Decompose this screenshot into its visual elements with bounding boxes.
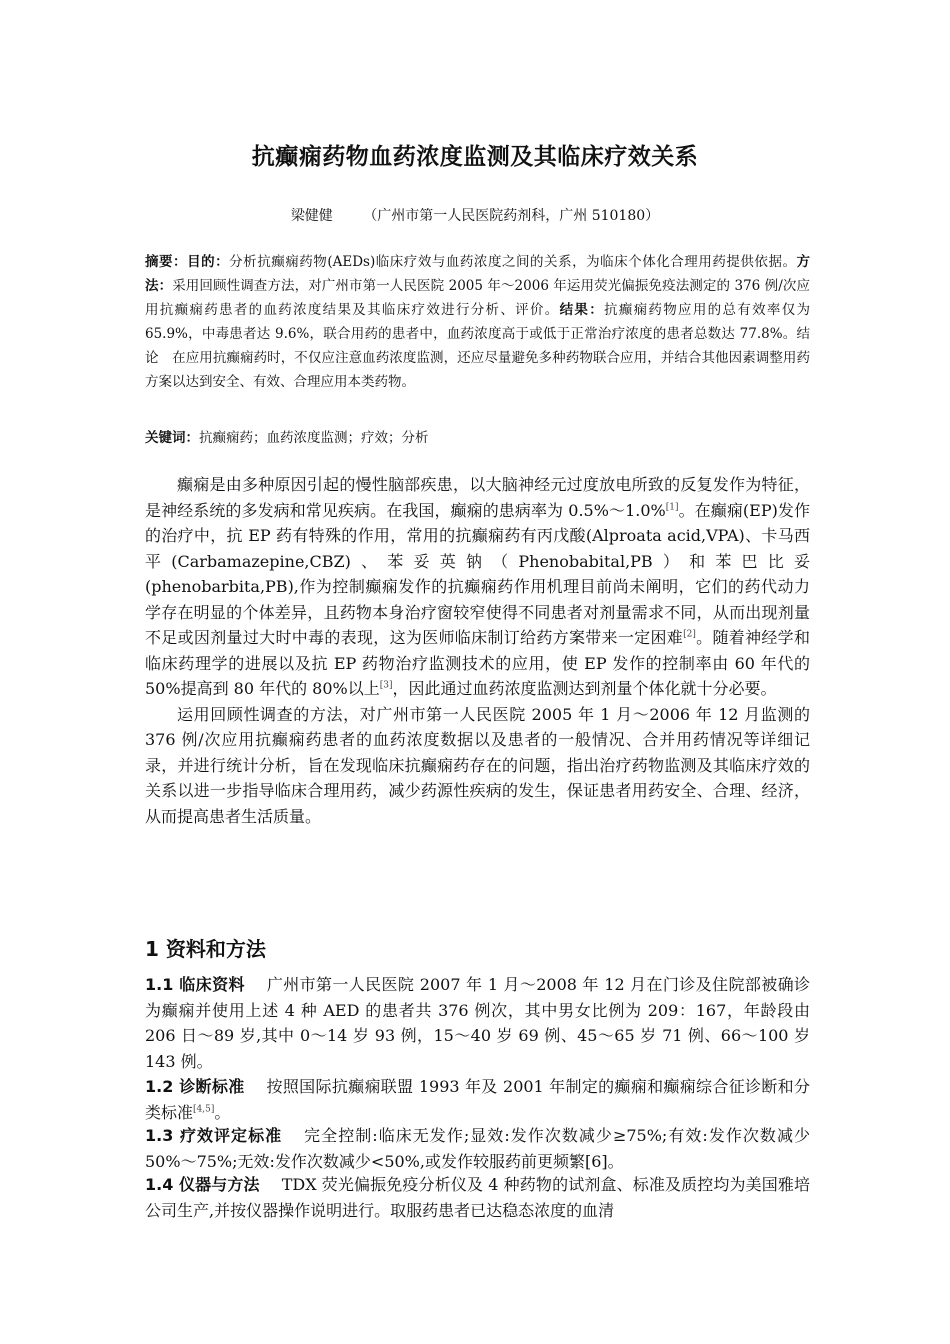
intro-paragraph-2: 运用回顾性调查的方法，对广州市第一人民医院 2005 年 1 月～2006 年 12 月监测的 376 例/次应用抗癫痫药患者的血药浓度数据以及患者的一般情况、合并用药情况等详细记录，并进行统计分析，旨在发现临床抗癫痫药存在的问题，指出治疗药物监测及其临床疗效的关系以进一步指导临床合理用药，减少药源性疾病的发生，保证患者用药安全、合理、经济，从而提高患者生活质量。 (145, 704, 810, 826)
introduction (145, 472, 810, 829)
subsection-1-1-text: 广州市第一人民医院 2007 年 1 月～2008 年 12 月在门诊及住院部被确诊为癫痫并使用上述 4 种 AED 的患者共 376 例次，其中男女比例为 209：167，年龄段由 206 日～89 岁,其中 0～14 岁 93 例，15～40 岁 69 例、45～65 岁 71 例、66～100 岁 143 例。 (145, 975, 810, 1071)
paper-title: 抗癫痫药物血药浓度监测及其临床疗效关系 (251, 144, 699, 170)
subsection-1-2 (145, 1074, 810, 1125)
section-heading-1: 1 资料和方法 (145, 937, 266, 961)
subsection-1-4-label: 1.4 仪器与方法 (145, 1175, 260, 1194)
citation-1: [1] (665, 502, 679, 513)
subsection-1-3-label: 1.3 疗效评定标准 (145, 1126, 283, 1145)
subsection-1-2-end: 。 (214, 1102, 231, 1122)
method-label: 方法： (145, 254, 811, 294)
abstract-label: 摘要： (145, 254, 188, 270)
objective-label: 目的： (187, 254, 230, 270)
intro-p1-part-a: 癫痫是由多种原因引起的慢性脑部疾患，以大脑神经元过度放电所致的反复发作为特征，是神经系统的多发病和常见疾病。在我国，癫痫的患病率为 0.5%～1.0% (145, 475, 810, 520)
citation-4-5: [4,5] (193, 1104, 215, 1115)
author-line (0, 205, 950, 225)
subsection-1-1 (145, 972, 810, 1074)
result-text: 抗癫痫药物应用的总有效率仅为 65.9%，中毒患者达 9.6%，联合用药的患者中，血药浓度高于或低于正常治疗浓度的患者总数达 77.8%。结论 在应用抗癫痫药时，不仅应注意血药浓度监测，还应尽量避免多种药物联合应用，并结合其他因素调整用药方案以达到安全、有效、合理应用本类药物。 (145, 302, 811, 390)
subsection-1-2-label: 1.2 诊断标准 (145, 1077, 245, 1096)
subsection-1-3-text: 完全控制:临床无发作;显效:发作次数减少≥75%;有效:发作次数减少 50%～75%;无效:发作次数减少<50%,或发作较服药前更频繁[6]。 (145, 1126, 810, 1171)
author-name: 梁健健 (290, 208, 333, 224)
subsection-1-2-text: 按照国际抗癫痫联盟 1993 年及 2001 年制定的癫痫和癫痫综合征诊断和分类标准 (145, 1077, 810, 1122)
citation-3: [3] (379, 680, 393, 691)
result-label: 结果： (559, 302, 605, 318)
abstract (145, 250, 810, 394)
author-affiliation: （广州市第一人民医院药剂科，广州 510180） (363, 208, 660, 224)
subsection-1-1-label: 1.1 临床资料 (145, 975, 245, 994)
method-text: 采用回顾性调查方法，对广州市第一人民医院 2005 年～2006 年运用荧光偏振免疫法测定的 376 例/次应用抗癫痫药患者的血药浓度结果及其临床疗效进行分析、评价。 (145, 278, 811, 318)
keywords-text: 抗癫痫药；血药浓度监测；疗效；分析 (199, 430, 429, 446)
subsection-1-4 (145, 1172, 810, 1223)
intro-p1-part-d: ，因此通过血药浓度监测达到剂量个体化就十分必要。 (392, 679, 777, 698)
intro-paragraph-1 (145, 472, 810, 702)
subsection-1-3 (145, 1123, 810, 1174)
intro-p1-part-c: 。随着神经学和临床药理学的进展以及抗 EP 药物治疗监测技术的应用，使 EP 发作的控制率由 60 年代的 50%提高到 80 年代的 80%以上 (145, 628, 810, 698)
subsection-1-4-text: TDX 荧光偏振免疫分析仪及 4 种药物的试剂盒、标准及质控均为美国雅培公司生产,并按仪器操作说明进行。取服药患者已达稳态浓度的血清 (145, 1175, 810, 1220)
keywords-label: 关键词： (145, 430, 199, 446)
objective-text: 分析抗癫痫药物(AEDs)临床疗效与血药浓度之间的关系，为临床个体化合理用药提供依据。 (229, 254, 797, 270)
keywords (145, 426, 810, 450)
intro-p1-part-b: 。在癫痫(EP)发作的治疗中，抗 EP 药有特殊的作用，常用的抗癫痫药有丙戊酸(Alproata acid,VPA)、卡马西平(Carbamazepine,CBZ)、苯妥英钠（Phenobabital,PB）和苯巴比妥(phenobarbita,PB),作为控制癫痫发作的抗癫痫药作用机理目前尚未阐明，它们的药代动力学存在明显的个体差异，且药物本身治疗窗较窄使得不同患者对剂量需求不同，从而出现剂量不足或因剂量过大时中毒的表现，这为医师临床制订给药方案带来一定困难 (145, 500, 810, 647)
citation-2: [2] (683, 629, 696, 640)
